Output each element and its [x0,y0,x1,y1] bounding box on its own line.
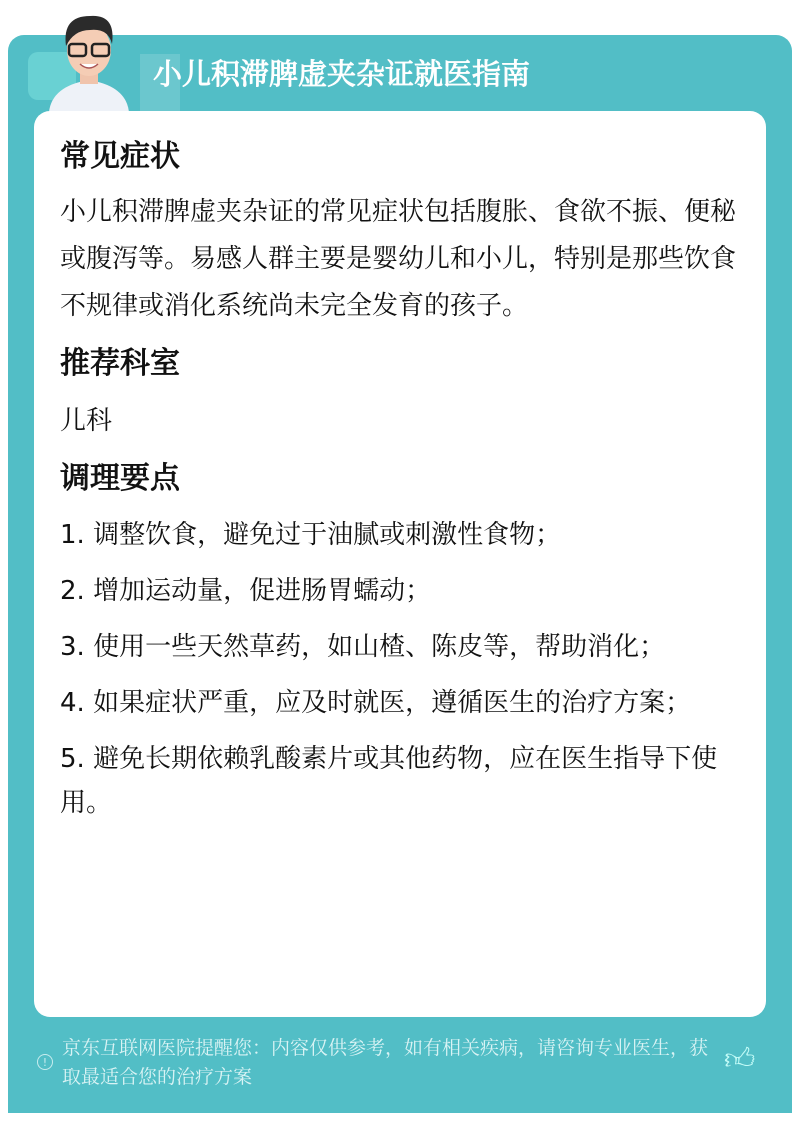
care-heading: 调理要点 [60,461,180,496]
care-item: 2. 增加运动量，促进肠胃蠕动； [60,576,432,606]
info-icon: ! [37,1054,53,1070]
thumbs-up-icon[interactable]: 👍︎ [724,1042,756,1077]
symptoms-heading: 常见症状 [60,139,180,174]
care-section [60,459,740,825]
symptoms-text: 小儿积滞脾虚夹杂证的常见症状包括腹胀、食欲不振、便秘或腹泻等。易感人群主要是婴幼儿和小儿，特别是那些饮食不规律或消化系统尚未完全发育的孩子。 [60,197,737,321]
department-section [60,344,740,445]
department-heading: 推荐科室 [60,346,180,381]
care-item: 3. 使用一些天然草药，如山楂、陈皮等，帮助消化； [60,632,666,662]
page-title: 小儿积滞脾虚夹杂证就医指南 [153,57,531,91]
care-item: 1. 调整饮食，避免过于油腻或刺激性食物； [60,520,562,550]
content-panel [34,111,766,1017]
doctor-avatar [44,8,134,112]
footer-notice: 京东互联网医院提醒您：内容仅供参考，如有相关疾病，请咨询专业医生，获取最适合您的治疗方案 [62,1037,709,1088]
symptoms-section [60,137,740,330]
care-item: 5. 避免长期依赖乳酸素片或其他药物，应在医生指导下使用。 [60,744,718,818]
department-text: 儿科 [60,406,113,436]
care-item: 4. 如果症状严重，应及时就医，遵循医生的治疗方案； [60,688,692,718]
